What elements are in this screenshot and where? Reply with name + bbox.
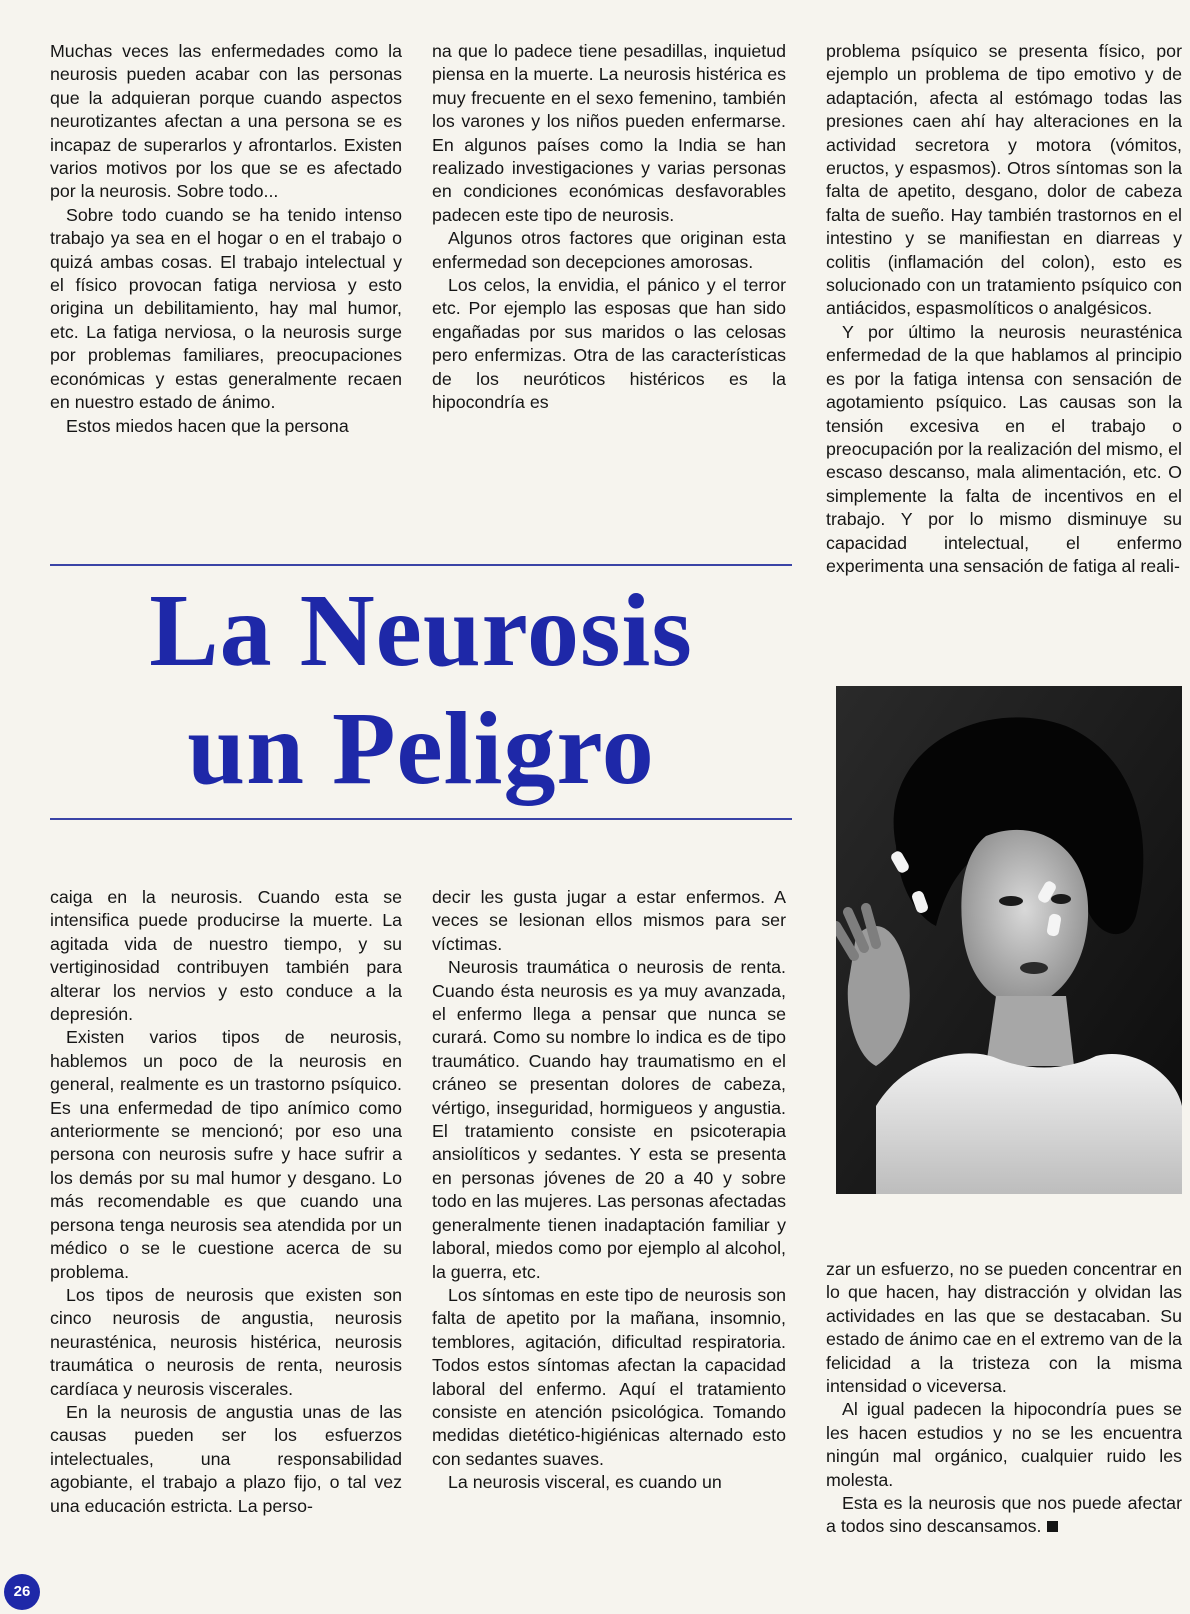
paragraph: En la neurosis de angustia unas de las causas pueden ser los esfuerzos intelectuales, una responsabilidad agobiante, el trabajo a plazo fijo, o tal vez una educación estricta. La perso- [50, 1401, 402, 1516]
final-sentence: Esta es la neurosis que nos puede afectar a todos sino descansamos. [826, 1493, 1182, 1537]
headline-line-1: La Neurosis [149, 573, 693, 688]
article-column-bottom-left [50, 886, 402, 1518]
headline-rule-top [50, 564, 792, 566]
paragraph-final [826, 1492, 1182, 1539]
end-of-article-square-icon [1047, 1521, 1058, 1532]
article-headline [50, 572, 792, 808]
paragraph: Existen varios tipos de neurosis, hablemos un poco de la neurosis en general, realmente es un trastorno psíquico. Es una enfermedad de tipo anímico como anteriormente se mencionó; por eso una persona con neurosis sufre y hace sufrir a los demás por su mal humor y desgano. Lo más recomendable es que cuando una persona tenga neurosis sea atendida por un médico o se le cuestione acerca de su problema. [50, 1027, 402, 1282]
paragraph: Los tipos de neurosis que existen son cinco neurosis de angustia, neurosis neurasténica, neurosis histérica, neurosis traumática o neurosis de renta, neurosis cardíaca y neurosis viscerales. [50, 1284, 402, 1399]
paragraph: Neurosis traumática o neurosis de renta. Cuando ésta neurosis es ya muy avanzada, el enfermo llega a pensar que nunca se curará. Como su nombre lo indica es de tipo traumático. Cuando hay traumatismo en el cráneo se presentan dolores de cabeza, vértigo, inseguridad, hormigueos y angustia. El tratamiento consiste en psicoterapia ansiolíticos y sedantes. Y esta se presenta en personas jóvenes de 20 a 40 y sobre todo en las mujeres. Las personas afectadas generalmente tienen inadaptación familiar y laboral, miedos como por ejemplo al alcohol, la guerra, etc. [432, 957, 786, 1282]
paragraph: na que lo padece tiene pesadillas, inquietud piensa en la muerte. La neurosis histérica es muy frecuente en el sexo femenino, también los varones y los niños pueden enfermarse. En algunos países como la India se han realizado investigaciones y varias personas en condiciones económicas desfavorables padecen este tipo de neurosis. [432, 41, 786, 225]
paragraph: Muchas veces las enfermedades como la neurosis pueden acabar con las personas que la adquieran porque cuando aspectos neurotizantes afectan a una persona se es incapaz de superarlos y afrontarlos. Existen varios motivos por los que se es afectado por la neurosis. Sobre todo... [50, 41, 402, 202]
paragraph: Estos miedos hacen que la persona [66, 415, 349, 436]
headline-line-2: un Peligro [187, 691, 655, 806]
paragraph: Y por último la neurosis neurasténica enfermedad de la que hablamos al principio es por la fatiga intensa con sensación de agotamiento psíquico. Las causas son la tensión excesiva en el trabajo o preocupación por la realización del mismo, el escaso descanso, mala alimentación, etc. O simplemente la falta de incentivos en el trabajo. Y por lo mismo disminuye su capacidad intelectual, el enfermo experimenta una sensación de fatiga al reali- [826, 321, 1182, 576]
paragraph: La neurosis visceral, es cuando un [448, 1472, 722, 1493]
paragraph: Los celos, la envidia, el pánico y el terror etc. Por ejemplo las esposas que han sido engañadas por sus maridos o las celosas pero enfermizas. Otra de las características de los neuróticos histéricos es la hipocondría es [432, 275, 786, 413]
paragraph: Sobre todo cuando se ha tenido intenso trabajo ya sea en el hogar o en el trabajo o quizá ambas cosas. El trabajo intelectual y el físico provocan fatiga nerviosa y esto origina un debilitamiento, hay mal humor, etc. La fatiga nerviosa, o la neurosis surge por problemas familiares, preocupaciones económicas y estas generalmente recaen en nuestro estado de ánimo. [50, 204, 402, 413]
portrait-photo [836, 686, 1182, 1194]
paragraph: zar un esfuerzo, no se pueden concentrar en lo que hacen, hay distracción y olvidan las actividades en las que se destacaban. Su estado de ánimo cae en el extremo van de la felicidad a la tristeza con la misma intensidad o viceversa. [826, 1259, 1182, 1397]
article-column-top-left [50, 40, 402, 438]
paragraph: Los síntomas en este tipo de neurosis son falta de apetito por la mañana, insomnio, temblores, agitación, dificultad respiratoria. Todos estos síntomas afectan la capacidad laboral del enfermo. Aquí el tratamiento consiste en atención psicológica. Tomando medidas dietético-higiénicas alternado esto con sedantes suaves. [432, 1284, 786, 1469]
paragraph: Al igual padecen la hipocondría pues se les hacen estudios y no se les encuentra ningún mal orgánico, cualquier ruido les molesta. [826, 1399, 1182, 1490]
paragraph: decir les gusta jugar a estar enfermos. A veces se lesionan ellos mismos para ser víctimas. [432, 887, 786, 954]
article-column-top-middle [432, 40, 786, 415]
paragraph: problema psíquico se presenta físico, por ejemplo un problema de tipo emotivo y de adaptación, afecta al estómago todas las presiones caen ahí hay alteraciones en la actividad secretora y motora (vómitos, eructos, y espasmos). Otros síntomas son la falta de apetito, desgano, dolor de cabeza falta de sueño. Hay también trastornos en el intestino y se manifiestan en diarreas y colitis (inflamación del colon), esto es solucionado con un tratamiento psíquico con antiácidos, espasmolíticos o analgésicos. [826, 41, 1182, 319]
article-column-bottom-middle [432, 886, 786, 1495]
headline-rule-bottom [50, 818, 792, 820]
article-column-right-top [826, 40, 1182, 578]
paragraph: Algunos otros factores que originan esta enfermedad son decepciones amorosas. [432, 228, 786, 272]
page-number-badge: 26 [4, 1574, 40, 1610]
article-column-right-bottom [826, 1258, 1182, 1539]
paragraph: caiga en la neurosis. Cuando esta se intensifica puede producirse la muerte. La agitada vida de nuestro tiempo, y su vertiginosidad contribuyen también para alterar los nervios y esto conduce a la depresión. [50, 887, 402, 1025]
